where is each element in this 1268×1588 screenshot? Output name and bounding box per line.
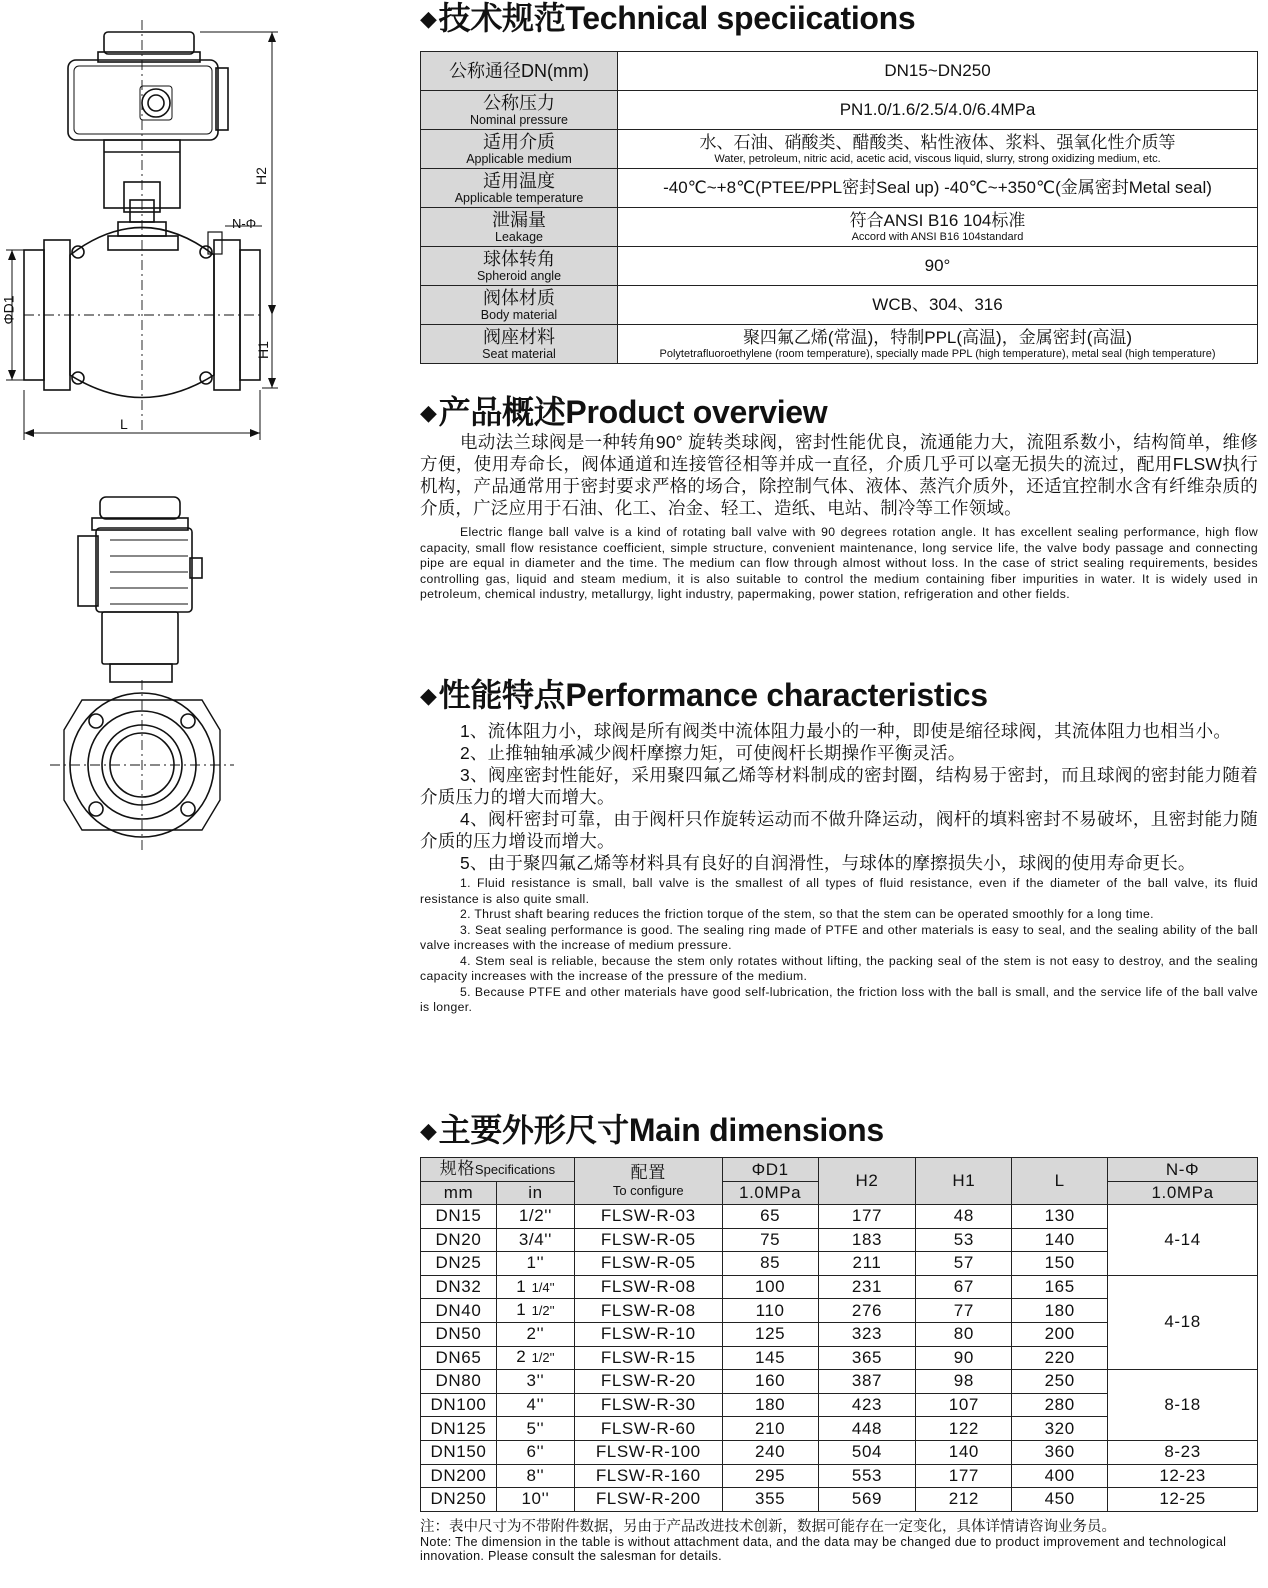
spec-value-en: Accord with ANSI B16 104standard — [851, 230, 1024, 243]
performance-title: ◆性能特点Performance characteristics — [420, 677, 988, 713]
cell-h1: 177 — [916, 1464, 1012, 1488]
cell-in: 8'' — [496, 1464, 574, 1488]
spec-row — [421, 169, 1258, 208]
cell-in: 1/2'' — [496, 1205, 574, 1229]
cell-in: 2 1/2'' — [496, 1346, 574, 1370]
cell-h1: 212 — [916, 1488, 1012, 1512]
cell-h2: 365 — [818, 1346, 916, 1370]
cell-d1: 295 — [722, 1464, 818, 1488]
valve-drawings — [0, 0, 410, 1583]
spec-label-en: Seat material — [482, 347, 556, 361]
cell-n-phi: 8-18 — [1108, 1370, 1258, 1441]
spec-row — [421, 247, 1258, 286]
cell-h1: 67 — [916, 1275, 1012, 1299]
cell-d1: 160 — [722, 1370, 818, 1394]
cell-h2: 211 — [818, 1252, 916, 1276]
spec-value — [618, 286, 1258, 325]
cell-in: 1'' — [496, 1252, 574, 1276]
spec-label-zh: 泄漏量 — [492, 210, 546, 230]
cell-config: FLSW-R-100 — [574, 1440, 722, 1464]
overview-section — [420, 394, 1258, 603]
diamond-icon: ◆ — [420, 1118, 437, 1143]
cell-config: FLSW-R-15 — [574, 1346, 722, 1370]
performance-item-en: 4. Stem seal is reliable, because the stem only rotates without lifting, the packing seal of the stem is not easy to destroy, and the sealing capacity increases with the increase of the pressure of the medium. — [420, 953, 1258, 983]
cell-h2: 276 — [818, 1299, 916, 1323]
spec-value — [618, 169, 1258, 208]
cell-l: 360 — [1012, 1440, 1108, 1464]
spec-label — [421, 130, 618, 169]
cell-in: 3'' — [496, 1370, 574, 1394]
cell-d1: 85 — [722, 1252, 818, 1276]
cell-l: 400 — [1012, 1464, 1108, 1488]
cell-h2: 448 — [818, 1417, 916, 1441]
tech-spec-section — [420, 0, 915, 37]
cell-config: FLSW-R-30 — [574, 1393, 722, 1417]
cell-h1: 48 — [916, 1205, 1012, 1229]
cell-mm: DN50 — [421, 1322, 497, 1346]
spec-value-text: WCB、304、316 — [872, 295, 1003, 314]
cell-h2: 387 — [818, 1370, 916, 1394]
spec-label — [421, 325, 618, 364]
cell-h1: 98 — [916, 1370, 1012, 1394]
spec-label — [421, 169, 618, 208]
cell-mm: DN200 — [421, 1464, 497, 1488]
cell-in: 1 1/4'' — [496, 1275, 574, 1299]
dim-label-h2: H2 — [252, 167, 269, 185]
performance-item-zh: 4、阀杆密封可靠，由于阀杆只作旋转运动而不做升降运动，阀杆的填料密封不易破坏，且密封能力随介质的压力增设而增大。 — [420, 809, 1258, 851]
spec-label-en: Applicable medium — [466, 152, 572, 166]
cell-mm: DN80 — [421, 1370, 497, 1394]
spec-row — [421, 52, 1258, 91]
cell-in: 3/4'' — [496, 1228, 574, 1252]
cell-l: 280 — [1012, 1393, 1108, 1417]
cell-h1: 90 — [916, 1346, 1012, 1370]
spec-value-en: Water, petroleum, nitric acid, acetic acid, viscous liquid, slurry, strong oxidizing medium, etc. — [714, 152, 1161, 165]
cell-config: FLSW-R-03 — [574, 1205, 722, 1229]
spec-value-text: 聚四氟乙烯(常温)，特制PPL(高温)，金属密封(高温) — [742, 327, 1133, 347]
diamond-icon: ◆ — [420, 683, 437, 708]
table-row — [421, 1205, 1258, 1229]
cell-d1: 145 — [722, 1346, 818, 1370]
cell-mm: DN40 — [421, 1299, 497, 1323]
spec-value — [618, 52, 1258, 91]
cell-in: 4'' — [496, 1393, 574, 1417]
spec-value-text: 水、石油、硝酸类、醋酸类、粘性液体、浆料、强氧化性介质等 — [699, 132, 1176, 152]
footnote-zh: 注：表中尺寸为不带附件数据，另由于产品改进技术创新，数据可能存在一定变化，具体详情请咨询业务员。 — [420, 1519, 1116, 1535]
cell-in: 6'' — [496, 1440, 574, 1464]
performance-item-en: 3. Seat sealing performance is good. The sealing ring made of PTFE and other materials is easy to seal, and the sealing ability of the ball valve increases with the increase of medium pressure. — [420, 922, 1258, 952]
table-row — [421, 1275, 1258, 1299]
cell-l: 250 — [1012, 1370, 1108, 1394]
cell-mm: DN100 — [421, 1393, 497, 1417]
spec-label — [421, 91, 618, 130]
spec-value — [618, 91, 1258, 130]
cell-n-phi: 12-25 — [1108, 1488, 1258, 1512]
spec-row — [421, 286, 1258, 325]
spec-value — [618, 208, 1258, 247]
spec-value-text: 符合ANSI B16 104标准 — [849, 210, 1026, 230]
valve-front-view-drawing — [0, 0, 410, 1583]
cell-mm: DN25 — [421, 1252, 497, 1276]
performance-item-zh: 3、阀座密封性能好，采用聚四氟乙烯等材料制成的密封圈，结构易于密封，而且球阀的密封能力随着介质压力的增大而增大。 — [420, 765, 1258, 807]
cell-mm: DN32 — [421, 1275, 497, 1299]
cell-h1: 77 — [916, 1299, 1012, 1323]
dimensions-table — [420, 1157, 1258, 1512]
cell-l: 200 — [1012, 1322, 1108, 1346]
header-l: L — [1012, 1158, 1108, 1205]
cell-config: FLSW-R-200 — [574, 1488, 722, 1512]
dimensions-title: ◆主要外形尺寸Main dimensions — [420, 1112, 884, 1148]
footnote — [420, 1519, 1260, 1563]
cell-config: FLSW-R-05 — [574, 1228, 722, 1252]
dim-label-d1: ΦD1 — [0, 295, 17, 325]
performance-list-en — [420, 876, 1258, 1016]
cell-l: 320 — [1012, 1417, 1108, 1441]
cell-d1: 110 — [722, 1299, 818, 1323]
spec-label-zh: 适用温度 — [483, 171, 555, 191]
diamond-icon: ◆ — [420, 6, 437, 31]
spec-row — [421, 325, 1258, 364]
cell-mm: DN20 — [421, 1228, 497, 1252]
table-row — [421, 1464, 1258, 1488]
header-d1-pressure: 1.0MPa — [722, 1182, 818, 1205]
table-row — [421, 1488, 1258, 1512]
cell-h2: 323 — [818, 1322, 916, 1346]
cell-in: 2'' — [496, 1322, 574, 1346]
performance-list-zh — [420, 720, 1258, 874]
header-h2: H2 — [818, 1158, 916, 1205]
spec-label — [421, 286, 618, 325]
cell-h2: 569 — [818, 1488, 916, 1512]
cell-l: 130 — [1012, 1205, 1108, 1229]
overview-text-en: Electric flange ball valve is a kind of rotating ball valve with 90 degrees rotation angle. It has excellent sealing performance, high flow capacity, small flow resistance coefficient, simple structure, convenient maintenance, long service life, the valve body passage and connecting pipe are equal in diameter and the time. The medium can flow through almost without loss. In the case of strict sealing requirements, besides controlling gas, liquid and steam medium, it is also suitable to control the medium containing fiber impurities in water. It is widely used in petroleum, chemical industry, metallurgy, light industry, papermaking, power station, refrigeration and other fields. — [420, 525, 1258, 601]
spec-value-en: Polytetrafluoroethylene (room temperature), specially made PPL (high temperature), metal seal (high temperature) — [659, 347, 1216, 360]
cell-d1: 75 — [722, 1228, 818, 1252]
cell-h2: 177 — [818, 1205, 916, 1229]
spec-label — [421, 52, 618, 91]
header-n-phi-pressure: 1.0MPa — [1108, 1182, 1258, 1205]
tech-spec-table — [420, 51, 1258, 364]
cell-d1: 100 — [722, 1275, 818, 1299]
performance-item-en: 2. Thrust shaft bearing reduces the friction torque of the stem, so that the stem can be operated smoothly for a long time. — [460, 907, 1154, 921]
cell-l: 180 — [1012, 1299, 1108, 1323]
spec-label — [421, 208, 618, 247]
cell-mm: DN15 — [421, 1205, 497, 1229]
cell-d1: 180 — [722, 1393, 818, 1417]
cell-h1: 53 — [916, 1228, 1012, 1252]
spec-label — [421, 247, 618, 286]
cell-config: FLSW-R-10 — [574, 1322, 722, 1346]
spec-label-zh: 阀体材质 — [483, 288, 555, 308]
diamond-icon: ◆ — [420, 400, 437, 425]
spec-label-zh: 球体转角 — [483, 249, 555, 269]
cell-l: 165 — [1012, 1275, 1108, 1299]
dim-label-l: L — [120, 416, 128, 432]
performance-item-zh: 5、由于聚四氟乙烯等材料具有良好的自润滑性，与球体的摩擦损失小，球阀的使用寿命更长。 — [460, 853, 1196, 873]
spec-value — [618, 247, 1258, 286]
cell-config: FLSW-R-160 — [574, 1464, 722, 1488]
cell-in: 1 1/2'' — [496, 1299, 574, 1323]
cell-config: FLSW-R-20 — [574, 1370, 722, 1394]
spec-row — [421, 91, 1258, 130]
header-specifications: 规格Specifications — [421, 1158, 575, 1182]
cell-n-phi: 12-23 — [1108, 1464, 1258, 1488]
spec-value-text: PN1.0/1.6/2.5/4.0/6.4MPa — [839, 100, 1036, 119]
spec-label-zh: 公称通径DN(mm) — [449, 61, 589, 81]
overview-text-zh: 电动法兰球阀是一种转角90° 旋转类球阀，密封性能优良，流通能力大，流阻系数小，结构简单，维修方便，使用寿命长，阀体通道和连接管径相等并成一直径，介质几乎可以毫无损失的流过，配用FLSW执行机构，产品通常用于密封要求严格的场合，除控制气体、液体、蒸汽介质外，还适宜控制水含有纤维杂质的介质，广泛应用于石油、化工、冶金、轻工、造纸、电站、制冷等工作领域。 — [420, 432, 1258, 518]
spec-label-zh: 阀座材料 — [483, 327, 555, 347]
footnote-en: Note: The dimension in the table is without attachment data, and the data may be changed due to product improvement and technological innovation. Please consult the salesman for details. — [420, 1535, 1227, 1563]
cell-l: 140 — [1012, 1228, 1108, 1252]
table-row — [421, 1440, 1258, 1464]
spec-value-text: -40℃~+8℃(PTEE/PPL密封Seal up) -40℃~+350℃(金属密封Metal seal) — [663, 178, 1212, 197]
cell-d1: 125 — [722, 1322, 818, 1346]
performance-section — [420, 677, 1258, 1016]
cell-mm: DN65 — [421, 1346, 497, 1370]
cell-n-phi: 4-14 — [1108, 1205, 1258, 1276]
spec-value-text: DN15~DN250 — [884, 61, 991, 80]
cell-mm: DN125 — [421, 1417, 497, 1441]
cell-l: 150 — [1012, 1252, 1108, 1276]
cell-h1: 122 — [916, 1417, 1012, 1441]
spec-value — [618, 130, 1258, 169]
cell-l: 450 — [1012, 1488, 1108, 1512]
spec-label-en: Body material — [480, 308, 558, 322]
cell-h1: 107 — [916, 1393, 1012, 1417]
tech-spec-title: ◆技术规范Technical speciications — [420, 0, 916, 36]
dim-label-h1: H1 — [254, 341, 271, 359]
spec-value-text: 90° — [924, 256, 951, 275]
header-mm: mm — [421, 1182, 497, 1205]
cell-h2: 423 — [818, 1393, 916, 1417]
cell-config: FLSW-R-05 — [574, 1252, 722, 1276]
cell-mm: DN150 — [421, 1440, 497, 1464]
cell-h2: 553 — [818, 1464, 916, 1488]
cell-h1: 80 — [916, 1322, 1012, 1346]
spec-label-en: Leakage — [495, 230, 543, 244]
overview-title: ◆产品概述Product overview — [420, 394, 828, 430]
cell-l: 220 — [1012, 1346, 1108, 1370]
header-d1: ΦD1 — [722, 1158, 818, 1182]
cell-n-phi: 8-23 — [1108, 1440, 1258, 1464]
cell-d1: 210 — [722, 1417, 818, 1441]
cell-mm: DN250 — [421, 1488, 497, 1512]
cell-in: 5'' — [496, 1417, 574, 1441]
cell-h2: 183 — [818, 1228, 916, 1252]
performance-item-zh: 1、流体阻力小，球阀是所有阀类中流体阻力最小的一种，即使是缩径球阀，其流体阻力也相当小。 — [460, 721, 1232, 741]
spec-row — [421, 208, 1258, 247]
cell-d1: 240 — [722, 1440, 818, 1464]
performance-item-en: 5. Because PTFE and other materials have good self-lubrication, the friction loss with the ball is small, and the service life of the ball valve is longer. — [420, 984, 1258, 1014]
cell-config: FLSW-R-08 — [574, 1275, 722, 1299]
header-in: in — [496, 1182, 574, 1205]
header-h1: H1 — [916, 1158, 1012, 1205]
cell-h2: 504 — [818, 1440, 916, 1464]
cell-h2: 231 — [818, 1275, 916, 1299]
cell-in: 10'' — [496, 1488, 574, 1512]
cell-config: FLSW-R-08 — [574, 1299, 722, 1323]
spec-row — [421, 130, 1258, 169]
cell-d1: 65 — [722, 1205, 818, 1229]
spec-value — [618, 325, 1258, 364]
cell-h1: 57 — [916, 1252, 1012, 1276]
cell-n-phi: 4-18 — [1108, 1275, 1258, 1369]
table-row — [421, 1370, 1258, 1394]
header-n-phi: N-Φ — [1108, 1158, 1258, 1182]
spec-label-en: Spheroid angle — [476, 269, 562, 283]
spec-label-en: Nominal pressure — [470, 113, 568, 127]
performance-item-en: 1. Fluid resistance is small, ball valve is the smallest of all types of fluid resistance, even if the diameter of the ball valve, its fluid resistance is also quite small. — [420, 876, 1258, 906]
cell-config: FLSW-R-60 — [574, 1417, 722, 1441]
cell-d1: 355 — [722, 1488, 818, 1512]
cell-h1: 140 — [916, 1440, 1012, 1464]
spec-label-zh: 公称压力 — [483, 93, 555, 113]
spec-label-zh: 适用介质 — [483, 132, 555, 152]
performance-item-zh: 2、止推轴轴承减少阀杆摩擦力矩，可使阀杆长期操作平衡灵活。 — [460, 743, 966, 763]
header-configure: 配置 To configure — [574, 1158, 722, 1205]
dimensions-section — [420, 1112, 884, 1149]
spec-label-en: Applicable temperature — [454, 191, 584, 205]
dim-label-n-phi: N-Φ — [232, 216, 257, 231]
